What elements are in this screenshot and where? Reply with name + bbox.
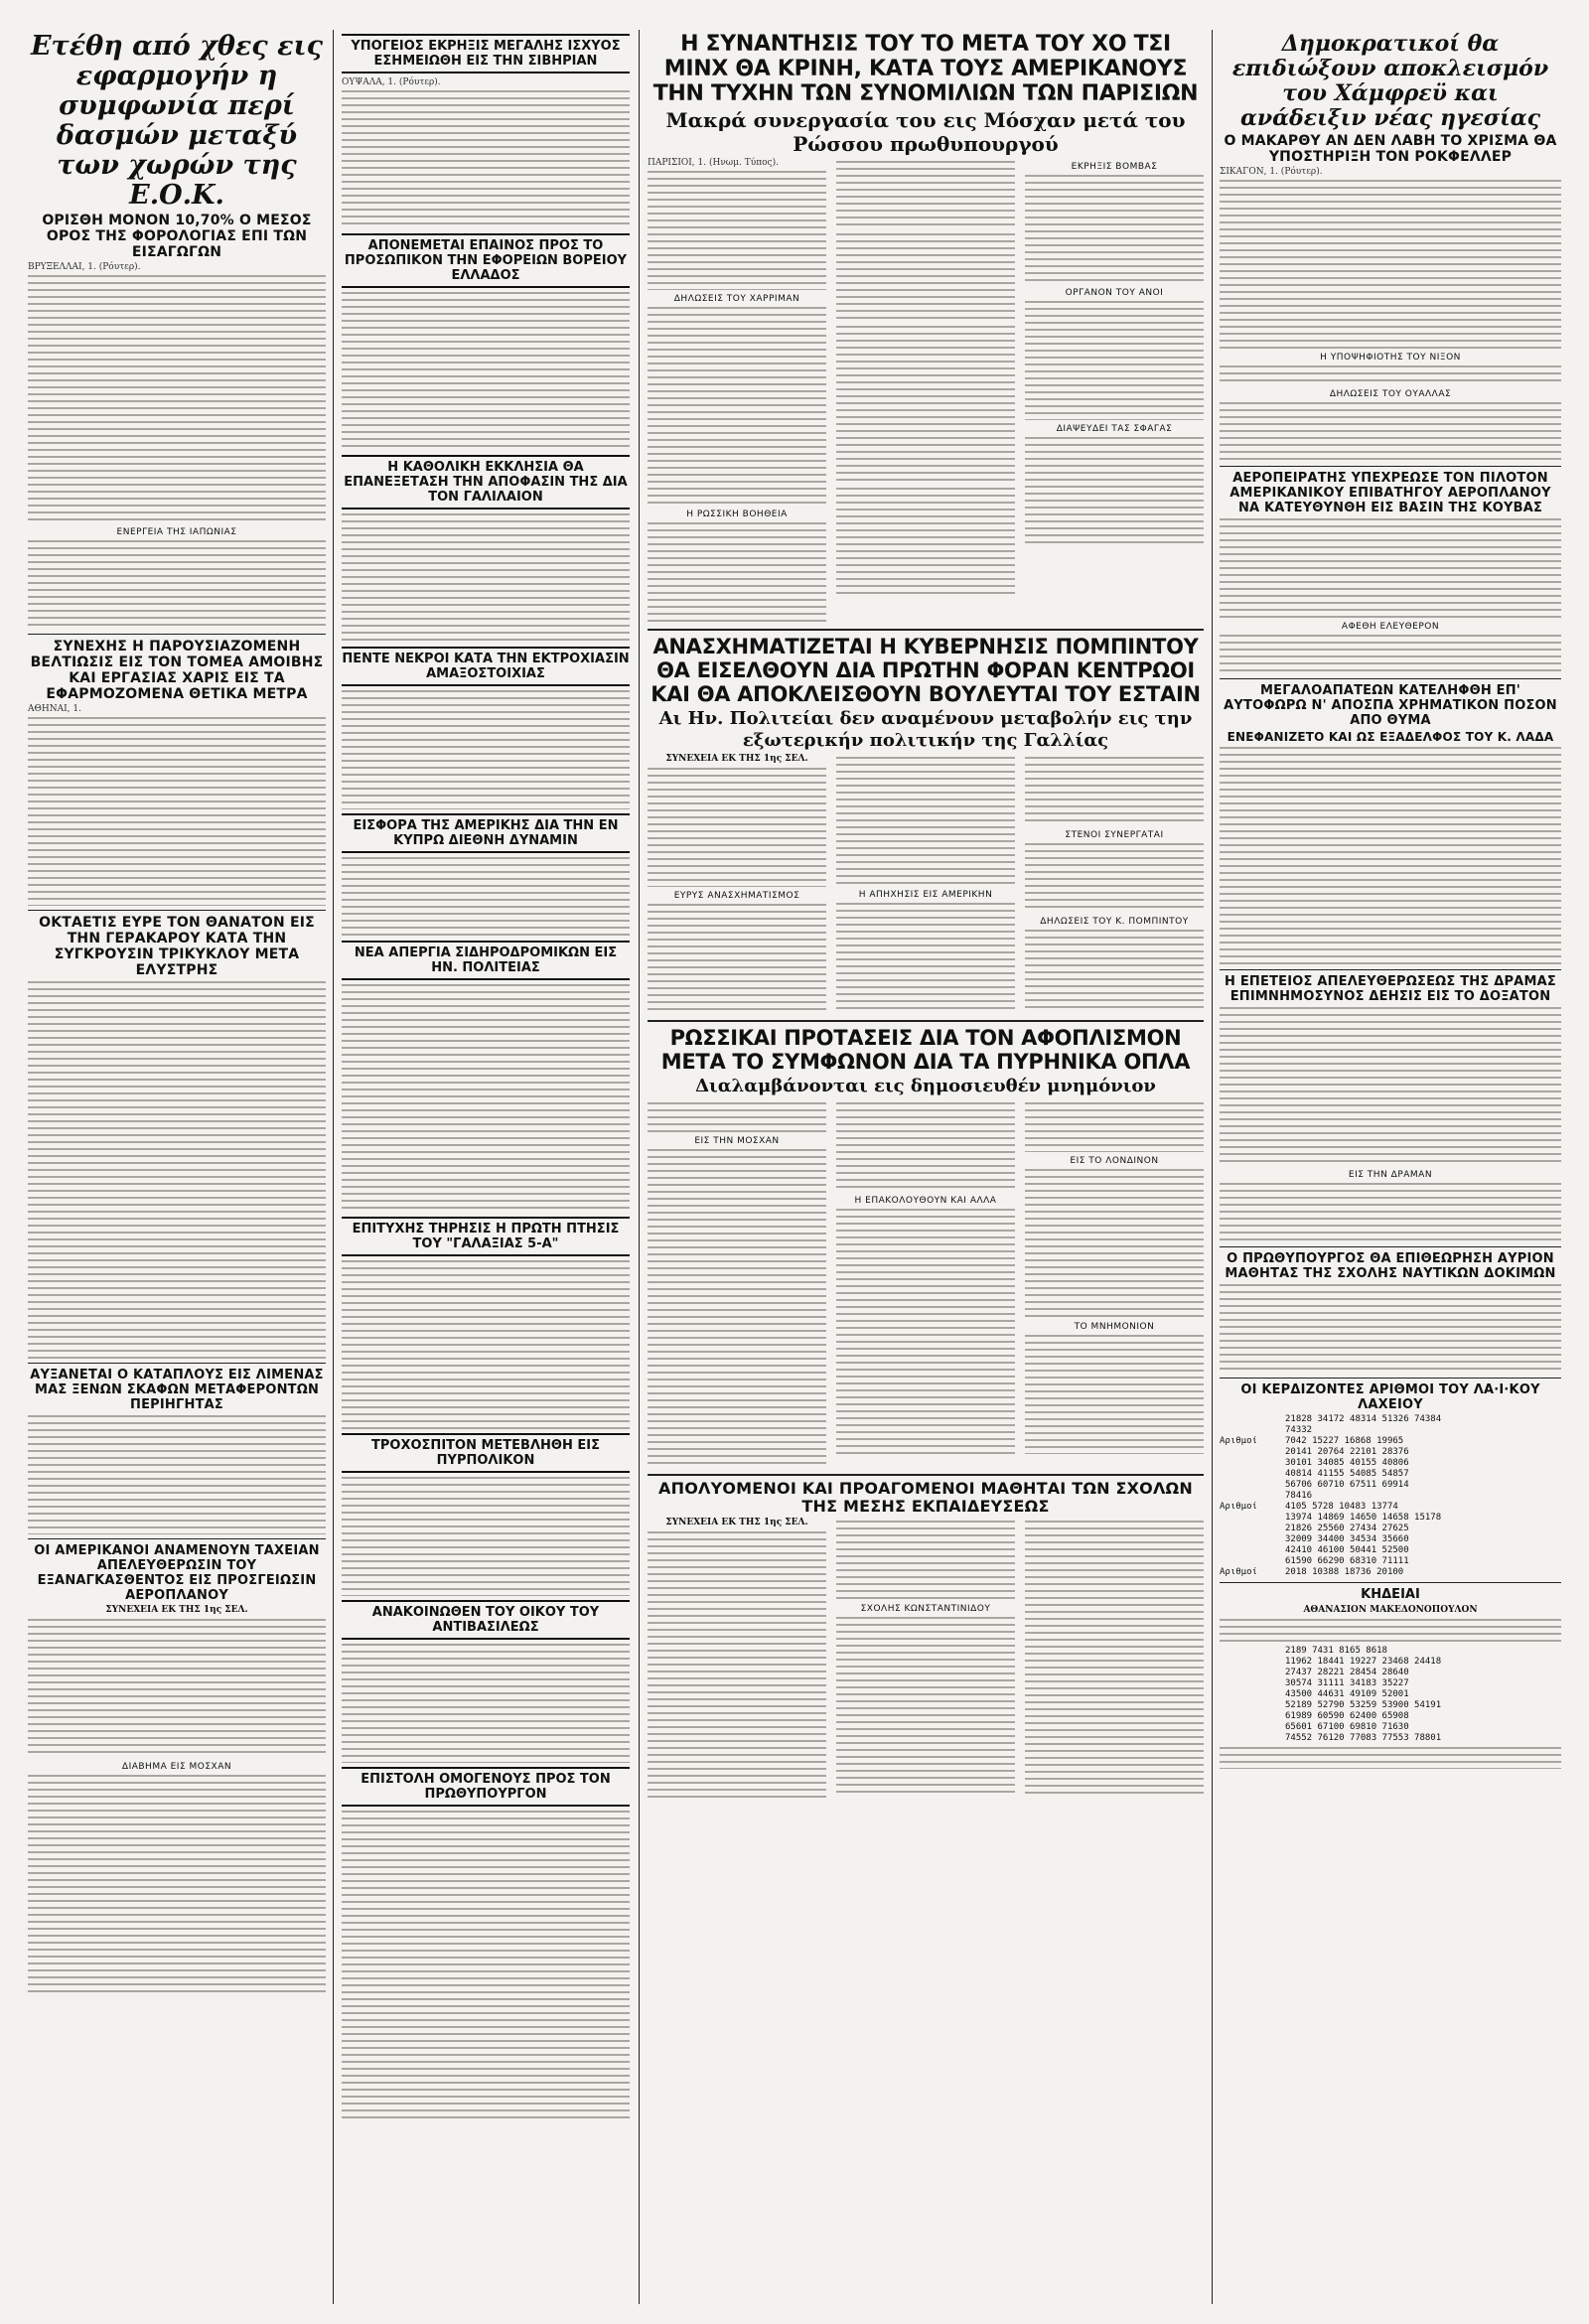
- text-column: [836, 1518, 1015, 1803]
- article-text: [342, 1811, 630, 2118]
- section-subhead: ΣΤΕΝΟΙ ΣΥΝΕΡΓΑΤΑΙ: [1065, 830, 1164, 840]
- text-column: [1025, 754, 1204, 1016]
- article-text: [342, 690, 630, 809]
- article-text: [836, 161, 1015, 230]
- headline-naval: Ο ΠΡΩΘΥΠΟΥΡΓΟΣ ΘΑ ΕΠΙΘΕΩΡΗΣΗ ΑΥΡΙΟΝ ΜΑΘΗΤΑΣ ΤΗΣ ΣΧΟΛΗΣ ΝΑΥΤΙΚΩΝ ΔΟΚΙΜΩΝ: [1225, 1251, 1556, 1281]
- article-text: [1220, 1747, 1561, 1769]
- lottery-label: [1220, 1700, 1279, 1711]
- lottery-label: [1220, 1491, 1279, 1502]
- column-rule: [639, 30, 640, 2304]
- section-subhead: ΔΗΛΩΣΕΙΣ ΤΟΥ ΧΑΡΡΙΜΑΝ: [673, 294, 800, 304]
- lottery-label: Αριθμοί: [1220, 1567, 1257, 1577]
- subheadline-eok: ΟΡΙΣΘΗ ΜΟΝΟΝ 10,70% Ο ΜΕΣΟΣ ΟΡΟΣ ΤΗΣ ΦΟΡΟΛΟΓΙΑΣ ΕΠΙ ΤΩΝ ΕΙΣΑΓΩΓΩΝ: [42, 213, 312, 260]
- article-text: [1220, 365, 1561, 385]
- article-text: [836, 233, 1015, 323]
- lottery-numbers: 65601 67100 69810 71630: [1285, 1722, 1409, 1732]
- lottery-row: [1220, 1491, 1561, 1502]
- section-subhead: ΔΙΑΨΕΥΔΕΙ ΤΑΣ ΣΦΑΓΑΣ: [1056, 424, 1173, 434]
- lottery-row: [1220, 1425, 1561, 1436]
- article-text: [836, 488, 1015, 597]
- article-text: [1220, 180, 1561, 349]
- subheadline-fraudster: ΕΝΕΦΑΝΙΖΕΤΟ ΚΑΙ ΩΣ ΕΞΑΔΕΛΦΟΣ ΤΟΥ Κ. ΛΑΔΑ: [1227, 730, 1554, 744]
- section-subhead: Η ΑΠΗΧΗΣΙΣ ΕΙΣ ΑΜΕΡΙΚΗΝ: [858, 890, 993, 900]
- lottery-numbers: 20141 20764 22101 28376: [1285, 1447, 1409, 1457]
- text-column: [648, 1518, 826, 1803]
- lottery-label: [1220, 1689, 1279, 1700]
- divider: [28, 910, 326, 911]
- article-columns: [648, 754, 1204, 1016]
- continuation: ΣΥΝΕΧΕΙΑ ΕΚ ΤΗΣ 1ης ΣΕΛ.: [105, 1605, 248, 1615]
- headline-explosion: ΥΠΟΓΕΙΟΣ ΕΚΡΗΞΙΣ ΜΕΓΑΛΗΣ ΙΣΧΥΟΣ ΕΣΗΜΕΙΩΘΗ ΕΙΣ ΤΗΝ ΣΙΒΗΡΙΑΝ: [342, 34, 630, 73]
- lottery-label: [1220, 1524, 1279, 1534]
- lottery-label: [1220, 1711, 1279, 1722]
- dateline: ΣΙΚΑΓΟΝ, 1. (Ρόυτερ).: [1220, 167, 1323, 177]
- lottery-numbers: 2018 10388 18736 20100: [1285, 1567, 1404, 1577]
- lottery-numbers: 52189 52790 53259 53900 54191: [1285, 1700, 1442, 1710]
- lottery-table: [1220, 1646, 1561, 1744]
- lottery-label: [1220, 1722, 1279, 1733]
- lottery-row: [1220, 1480, 1561, 1491]
- lottery-label: [1220, 1513, 1279, 1524]
- article-text: [1220, 402, 1561, 462]
- headline-cyprus: ΕΙΣΦΟΡΑ ΤΗΣ ΑΜΕΡΙΚΗΣ ΔΙΑ ΤΗΝ ΕΝ ΚΥΠΡΩ ΔΙΕΘΝΗ ΔΥΝΑΜΙΝ: [342, 813, 630, 853]
- article-text: [1025, 1169, 1204, 1318]
- text-column: [1025, 1518, 1204, 1803]
- lottery-label: [1220, 1534, 1279, 1545]
- lottery-row: [1220, 1722, 1561, 1733]
- lottery-numbers: 13974 14869 14650 14658 15178: [1285, 1513, 1442, 1523]
- headline-letter: ΕΠΙΣΤΟΛΗ ΟΜΟΓΕΝΟΥΣ ΠΡΟΣ ΤΟΝ ΠΡΩΘΥΠΟΥΡΓΟΝ: [342, 1767, 630, 1807]
- column-1: [28, 30, 326, 1996]
- column-4: [1220, 30, 1561, 1772]
- headline-drama: Η ΕΠΕΤΕΙΟΣ ΑΠΕΛΕΥΘΕΡΩΣΕΩΣ ΤΗΣ ΔΡΑΜΑΣ ΕΠΙΜΝΗΜΟΣΥΝΟΣ ΔΕΗΣΙΣ ΕΙΣ ΤΟ ΔΟΞΑΤΟΝ: [1225, 974, 1556, 1004]
- article-text: [28, 717, 326, 906]
- dateline: ΠΑΡΙΣΙΟΙ, 1. (Ηνωμ. Τύπος).: [648, 158, 779, 168]
- divider: [1220, 678, 1561, 679]
- headline-rail-strike: ΝΕΑ ΑΠΕΡΓΙΑ ΣΙΔΗΡΟΔΡΟΜΙΚΩΝ ΕΙΣ ΗΝ. ΠΟΛΙΤΕΙΑΣ: [342, 941, 630, 980]
- article-text: [1220, 1007, 1561, 1166]
- continuation: ΣΥΝΕΧΕΙΑ ΕΚ ΤΗΣ 1ης ΣΕΛ.: [665, 754, 808, 764]
- headline-derailment: ΠΕΝΤΕ ΝΕΚΡΟΙ ΚΑΤΑ ΤΗΝ ΕΚΤΡΟΧΙΑΣΙΝ ΑΜΑΞΟΣΤΟΙΧΙΑΣ: [342, 647, 630, 686]
- article-text: [1025, 1335, 1204, 1454]
- article-text: [28, 1415, 326, 1534]
- lottery-row: [1220, 1545, 1561, 1556]
- article-text: [342, 90, 630, 229]
- lottery-numbers: 40814 41155 54085 54857: [1285, 1469, 1409, 1479]
- article-text: [342, 984, 630, 1213]
- divider: [1220, 1378, 1561, 1379]
- article-text: [836, 903, 1015, 1012]
- article-text: [836, 1209, 1015, 1457]
- article-text: [836, 1521, 1015, 1600]
- article-text: [1025, 437, 1204, 546]
- lottery-label: [1220, 1657, 1279, 1668]
- column-2: [342, 30, 630, 2121]
- lottery-row: [1220, 1678, 1561, 1689]
- article-text: [1025, 1102, 1204, 1152]
- article-text: [648, 1531, 826, 1800]
- lottery-row: [1220, 1733, 1561, 1744]
- lottery-numbers: 32009 34400 34534 35660: [1285, 1534, 1409, 1544]
- divider: [28, 634, 326, 635]
- continuation: ΣΥΝΕΧΕΙΑ ΕΚ ΤΗΣ 1ης ΣΕΛ.: [665, 1518, 808, 1527]
- headline-americans: ΟΙ ΑΜΕΡΙΚΑΝΟΙ ΑΝΑΜΕΝΟΥΝ ΤΑΧΕΙΑΝ ΑΠΕΛΕΥΘΕΡΩΣΙΝ ΤΟΥ ΕΞΑΝΑΓΚΑΣΘΕΝΤΟΣ ΕΙΣ ΠΡΟΣΓΕΙΩΣΙΝ ΑΕΡΟΠΛΑΝΟΥ: [34, 1543, 320, 1603]
- article-text: [342, 1260, 630, 1429]
- lottery-row: [1220, 1700, 1561, 1711]
- lottery-numbers: 11962 18441 19227 23468 24418: [1285, 1657, 1442, 1667]
- section-subhead: Η ΥΠΟΨΗΦΙΟΤΗΣ ΤΟΥ ΝΙΞΟΝ: [1320, 353, 1461, 363]
- headline-fraudster: ΜΕΓΑΛΟΑΠΑΤΕΩΝ ΚΑΤΕΛΗΦΘΗ ΕΠ' ΑΥΤΟΦΩΡΩ Ν' ΑΠΟΣΠΑ ΧΡΗΜΑΤΙΚΟΝ ΠΟΣΟΝ ΑΠΟ ΘΥΜΑ: [1224, 683, 1557, 728]
- article-text: [1220, 1183, 1561, 1242]
- lottery-numbers: 61989 60590 62400 65908: [1285, 1711, 1409, 1721]
- divider: [648, 1020, 1204, 1022]
- article-columns: [648, 158, 1204, 625]
- article-text: [648, 768, 826, 887]
- lottery-numbers: 42410 46100 50441 52500: [1285, 1545, 1409, 1555]
- lottery-label: [1220, 1678, 1279, 1689]
- article-text: [836, 1102, 1015, 1192]
- article-text: [648, 1102, 826, 1132]
- section-obituaries: ΚΗΔΕΙΑΙ: [1361, 1587, 1420, 1602]
- article-text: [28, 1775, 326, 1993]
- article-columns: [648, 1518, 1204, 1803]
- article-text: [28, 275, 326, 523]
- lottery-row: [1220, 1668, 1561, 1678]
- lottery-row: [1220, 1689, 1561, 1700]
- column-rule: [1212, 30, 1213, 2304]
- divider: [1220, 1582, 1561, 1583]
- headline-galileo: Η ΚΑΘΟΛΙΚΗ ΕΚΚΛΗΣΙΑ ΘΑ ΕΠΑΝΕΞΕΤΑΣΗ ΤΗΝ ΑΠΟΦΑΣΙΝ ΤΗΣ ΔΙΑ ΤΟΝ ΓΑΛΙΛΑΙΟΝ: [342, 455, 630, 509]
- lottery-row: [1220, 1513, 1561, 1524]
- text-column: [648, 754, 826, 1016]
- article-text: [28, 1619, 326, 1758]
- lottery-row: [1220, 1711, 1561, 1722]
- article-text: [1025, 175, 1204, 284]
- lottery-numbers: 43500 44631 49109 52001: [1285, 1689, 1409, 1699]
- article-text: [342, 1644, 630, 1763]
- lottery-label: [1220, 1425, 1279, 1436]
- article-text: [836, 326, 1015, 485]
- article-text: [1220, 518, 1561, 618]
- text-column: [836, 1099, 1015, 1470]
- lottery-row: [1220, 1556, 1561, 1567]
- section-subhead: ΤΟ ΜΝΗΜΟΝΙΟΝ: [1074, 1322, 1155, 1332]
- headline-disarmament: ΡΩΣΣΙΚΑΙ ΠΡΟΤΑΣΕΙΣ ΔΙΑ ΤΟΝ ΑΦΟΠΛΙΣΜΟΝ ΜΕΤΑ ΤΟ ΣΥΜΦΩΝΟΝ ΔΙΑ ΤΑ ΠΥΡΗΝΙΚΑ ΟΠΛΑ: [660, 1026, 1191, 1074]
- lottery-row: [1220, 1436, 1561, 1447]
- lottery-label: [1220, 1556, 1279, 1567]
- headline-students: ΑΠΟΛΥΟΜΕΝΟΙ ΚΑΙ ΠΡΟΑΓΟΜΕΝΟΙ ΜΑΘΗΤΑΙ ΤΩΝ ΣΧΟΛΩΝ ΤΗΣ ΜΕΣΗΣ ΕΚΠΑΙΔΕΥΣΕΩΣ: [658, 1479, 1193, 1516]
- lottery-numbers: 21828 34172 48314 51326 74384: [1285, 1414, 1442, 1424]
- lottery-label: Αριθμοί: [1220, 1502, 1257, 1512]
- article-text: [1025, 930, 1204, 1009]
- subheadline-mccarthy: Ο ΜΑΚΑΡΘΥ ΑΝ ΔΕΝ ΛΑΒΗ ΤΟ ΧΡΙΣΜΑ ΘΑ ΥΠΟΣΤΗΡΙΞΗ ΤΟΝ ΡΟΚΦΕΛΛΕΡ: [1224, 133, 1557, 165]
- lottery-label: [1220, 1733, 1279, 1744]
- headline-galaxy: ΕΠΙΤΥΧΗΣ ΤΗΡΗΣΙΣ Η ΠΡΩΤΗ ΠΤΗΣΙΣ ΤΟΥ "ΓΑΛΑΞΙΑΣ 5-Α": [342, 1217, 630, 1256]
- dateline: ΑΘΗΝΑΙ, 1.: [28, 704, 81, 714]
- text-column: [648, 1099, 826, 1470]
- lottery-numbers: 61590 66290 68310 71111: [1285, 1556, 1409, 1566]
- article-text: [836, 1617, 1015, 1796]
- column-3: [648, 30, 1204, 1803]
- headline-pompidou: ΑΝΑΣΧΗΜΑΤΙΖΕΤΑΙ Η ΚΥΒΕΡΝΗΣΙΣ ΠΟΜΠΙΝΤΟΥ ΘΑ ΕΙΣΕΛΘΟΥΝ ΔΙΑ ΠΡΩΤΗΝ ΦΟΡΑΝ ΚΕΝΤΡΩΟΙ ΚΑΙ ΘΑ ΑΠΟΚΛΕΙΣΘΟΥΝ ΒΟΥΛΕΥΤΑΙ ΤΟΥ ΕΣΤΑΙΝ: [650, 635, 1201, 706]
- divider: [1220, 466, 1561, 467]
- section-subhead: ΕΥΡΥΣ ΑΝΑΣΧΗΜΑΤΙΣΜΟΣ: [673, 891, 800, 901]
- obituary-name: ΑΘΑΝΑΣΙΟΝ ΜΑΚΕΔΟΝΟΠΟΥΛΟΝ: [1303, 1605, 1478, 1615]
- lottery-numbers: 2189 7431 8165 8618: [1285, 1646, 1387, 1656]
- article-text: [1025, 301, 1204, 420]
- article-text: [342, 292, 630, 451]
- lottery-row: [1220, 1414, 1561, 1425]
- section-subhead: ΣΧΟΛΗΣ ΚΩΝΣΤΑΝΤΙΝΙΔΟΥ: [860, 1604, 991, 1614]
- divider: [1220, 969, 1561, 970]
- text-column: [648, 158, 826, 625]
- lottery-row: [1220, 1524, 1561, 1534]
- article-text: [342, 1477, 630, 1596]
- section-subhead: ΔΗΛΩΣΕΙΣ ΤΟΥ ΟΥΑΛΛΑΣ: [1329, 389, 1452, 399]
- newspaper-page: [28, 30, 1561, 2304]
- headline-lottery: ΟΙ ΚΕΡΔΙΖΟΝΤΕΣ ΑΡΙΘΜΟΙ ΤΟΥ ΛΑ·Ι·ΚΟΥ ΛΑΧΕΙΟΥ: [1240, 1382, 1540, 1412]
- lottery-label: [1220, 1545, 1279, 1556]
- lottery-row: [1220, 1534, 1561, 1545]
- headline-improvement: ΣΥΝΕΧΗΣ Η ΠΑΡΟΥΣΙΑΖΟΜΕΝΗ ΒΕΛΤΙΩΣΙΣ ΕΙΣ ΤΟΝ ΤΟΜΕΑ ΑΜΟΙΒΗΣ ΚΑΙ ΕΡΓΑΣΙΑΣ ΧΑΡΙΣ ΕΙΣ ΤΑ ΕΦΑΡΜΟΖΟΜΕΝΑ ΘΕΤΙΚΑ ΜΕΤΡΑ: [30, 639, 324, 702]
- article-text: [836, 757, 1015, 886]
- headline-ho-chi-minh: Η ΣΥΝΑΝΤΗΣΙΣ ΤΟΥ ΤΟ ΜΕΤΑ ΤΟΥ ΧΟ ΤΣΙ ΜΙΝΧ ΘΑ ΚΡΙΝΗ, ΚΑΤΑ ΤΟΥΣ ΑΜΕΡΙΚΑΝΟΥΣ ΤΗΝ ΤΥΧΗΝ ΤΩΝ ΣΥΝΟΜΙΛΙΩΝ ΤΩΝ ΠΑΡΙΣΙΩΝ: [652, 32, 1199, 106]
- headline-ships: ΑΥΞΑΝΕΤΑΙ Ο ΚΑΤΑΠΛΟΥΣ ΕΙΣ ΛΙΜΕΝΑΣ ΜΑΣ ΞΕΝΩΝ ΣΚΑΦΩΝ ΜΕΤΑΦΕΡΟΝΤΩΝ ΠΕΡΙΗΓΗΤΑΣ: [30, 1368, 324, 1412]
- headline-accident: ΟΚΤΑΕΤΙΣ ΕΥΡΕ ΤΟΝ ΘΑΝΑΤΟΝ ΕΙΣ ΤΗΝ ΓΕΡΑΚΑΡΟΥ ΚΑΤΑ ΤΗΝ ΣΥΓΚΡΟΥΣΙΝ ΤΡΙΚΥΚΛΟΥ ΜΕΤΑ ΕΛΥΣΤΡΗΣ: [39, 915, 315, 978]
- lottery-row: [1220, 1567, 1561, 1578]
- lottery-label: Αριθμοί: [1220, 1436, 1257, 1446]
- divider: [1220, 1246, 1561, 1247]
- lottery-numbers: 7042 15227 16868 19965: [1285, 1436, 1404, 1446]
- lottery-row: [1220, 1646, 1561, 1657]
- article-text: [1220, 1619, 1561, 1643]
- text-column: [836, 754, 1015, 1016]
- section-subhead: ΑΦΕΘΗ ΕΛΕΥΘΕΡΟΝ: [1341, 622, 1440, 632]
- headline-caravan: ΤΡΟΧΟΣΠΙΤΟΝ ΜΕΤΕΒΛΗΘΗ ΕΙΣ ΠΥΡΠΟΛΙΚΟΝ: [342, 1433, 630, 1473]
- section-subhead: ΔΗΛΩΣΕΙΣ ΤΟΥ Κ. ΠΟΜΠΙΝΤΟΥ: [1040, 917, 1189, 927]
- article-text: [1025, 757, 1204, 826]
- article-text: [342, 857, 630, 937]
- lottery-numbers: 74552 76120 77083 77553 78801: [1285, 1733, 1442, 1743]
- divider: [28, 1363, 326, 1364]
- headline-praise: ΑΠΟΝΕΜΕΤΑΙ ΕΠΑΙΝΟΣ ΠΡΟΣ ΤΟ ΠΡΟΣΩΠΙΚΟΝ ΤΗΝ ΕΦΟΡΕΙΩΝ ΒΟΡΕΙΟΥ ΕΛΛΑΔΟΣ: [342, 233, 630, 288]
- lottery-label: [1220, 1458, 1279, 1469]
- divider: [28, 1538, 326, 1539]
- lottery-label: [1220, 1469, 1279, 1480]
- article-text: [1025, 843, 1204, 913]
- headline-hijack: ΑΕΡΟΠΕΙΡΑΤΗΣ ΥΠΕΧΡΕΩΣΕ ΤΟΝ ΠΙΛΟΤΟΝ ΑΜΕΡΙΚΑΝΙΚΟΥ ΕΠΙΒΑΤΗΓΟΥ ΑΕΡΟΠΛΑΝΟΥ ΝΑ ΚΑΤΕΥΘΥΝΘΗ ΕΙΣ ΒΑΣΙΝ ΤΗΣ ΚΟΥΒΑΣ: [1229, 471, 1551, 515]
- text-column: [836, 158, 1015, 625]
- text-column: [1025, 158, 1204, 625]
- article-text: [1220, 747, 1561, 965]
- lottery-label: [1220, 1646, 1279, 1657]
- section-subhead: ΕΙΣ ΤΗΝ ΜΟΣΧΑΝ: [694, 1136, 780, 1146]
- article-columns: [648, 1099, 1204, 1470]
- dateline: ΟΥΨΑΛΑ, 1. (Ρόυτερ).: [342, 77, 441, 87]
- section-subhead: ΕΝΕΡΓΕΙΑ ΤΗΣ ΙΑΠΩΝΙΑΣ: [116, 527, 237, 537]
- lottery-numbers: 56706 60710 67511 69914: [1285, 1480, 1409, 1490]
- divider: [648, 629, 1204, 631]
- lottery-numbers: 30574 31111 34183 35227: [1285, 1678, 1409, 1688]
- section-subhead: ΕΚΡΗΞΙΣ ΒΟΜΒΑΣ: [1071, 162, 1158, 172]
- column-rule: [333, 30, 334, 2304]
- article-text: [648, 904, 826, 1013]
- subheadline-moscow: Μακρά συνεργασία του εις Μόσχαν μετά του Ρώσσου πρωθυπουργού: [665, 108, 1186, 156]
- section-subhead: ΕΙΣ ΤΗΝ ΔΡΑΜΑΝ: [1348, 1170, 1433, 1180]
- lottery-numbers: 27437 28221 28454 28640: [1285, 1668, 1409, 1677]
- article-text: [648, 1149, 826, 1467]
- lottery-row: [1220, 1447, 1561, 1458]
- lottery-label: [1220, 1480, 1279, 1491]
- section-subhead: Η ΕΠΑΚΟΛΟΥΘΟΥΝ ΚΑΙ ΑΛΛΑ: [854, 1196, 997, 1206]
- lottery-numbers: 78416: [1285, 1491, 1313, 1501]
- lottery-numbers: 30101 34085 40155 40806: [1285, 1458, 1409, 1468]
- article-text: [648, 522, 826, 622]
- article-text: [28, 540, 326, 630]
- headline-regent: ΑΝΑΚΟΙΝΩΘΕΝ ΤΟΥ ΟΙΚΟΥ ΤΟΥ ΑΝΤΙΒΑΣΙΛΕΩΣ: [342, 1600, 630, 1640]
- article-text: [1025, 1521, 1204, 1799]
- text-column: [1025, 1099, 1204, 1470]
- section-subhead: ΕΙΣ ΤΟ ΛΟΝΔΙΝΟΝ: [1070, 1156, 1159, 1166]
- lottery-row: [1220, 1458, 1561, 1469]
- article-text: [648, 307, 826, 506]
- subheadline-pompidou: Αι Ην. Πολιτείαι δεν αναμένουν μεταβολήν εις την εξωτερικήν πολιτικήν της Γαλλίας: [658, 708, 1193, 751]
- lottery-row: [1220, 1502, 1561, 1513]
- section-subhead: ΟΡΓΑΝΟΝ ΤΟΥ ΑΝΟΙ: [1065, 288, 1164, 298]
- headline-democrats: Δημοκρατικοί θα επιδιώξουν αποκλεισμόν του Χάμφρεϋ και ανάδειξιν νέας ηγεσίας: [1231, 31, 1549, 131]
- article-text: [648, 171, 826, 290]
- article-text: [342, 513, 630, 643]
- lottery-table: [1220, 1414, 1561, 1578]
- lottery-numbers: 74332: [1285, 1425, 1313, 1435]
- lottery-numbers: 4105 5728 10483 13774: [1285, 1502, 1398, 1512]
- divider: [648, 1474, 1204, 1476]
- lottery-numbers: 21826 25560 27434 27625: [1285, 1524, 1409, 1533]
- article-text: [28, 981, 326, 1359]
- lottery-label: [1220, 1668, 1279, 1678]
- section-subhead: ΔΙΑΒΗΜΑ ΕΙΣ ΜΟΣΧΑΝ: [121, 1762, 232, 1772]
- dateline: ΒΡΥΞΕΛΛΑΙ, 1. (Ρόυτερ).: [28, 262, 141, 272]
- article-text: [1220, 1284, 1561, 1374]
- headline-eok: Ετέθη από χθες εις εφαρμογήν η συμφωνία περί δασμών μεταξύ των χωρών της Ε.Ο.Κ.: [30, 31, 324, 211]
- section-subhead: Η ΡΩΣΣΙΚΗ ΒΟΗΘΕΙΑ: [686, 509, 788, 519]
- subheadline-memorandum: Διαλαμβάνονται εις δημοσιευθέν μνημόνιον: [695, 1076, 1156, 1096]
- lottery-label: [1220, 1447, 1279, 1458]
- lottery-row: [1220, 1469, 1561, 1480]
- lottery-label: [1220, 1414, 1279, 1425]
- article-text: [1220, 635, 1561, 674]
- lottery-row: [1220, 1657, 1561, 1668]
